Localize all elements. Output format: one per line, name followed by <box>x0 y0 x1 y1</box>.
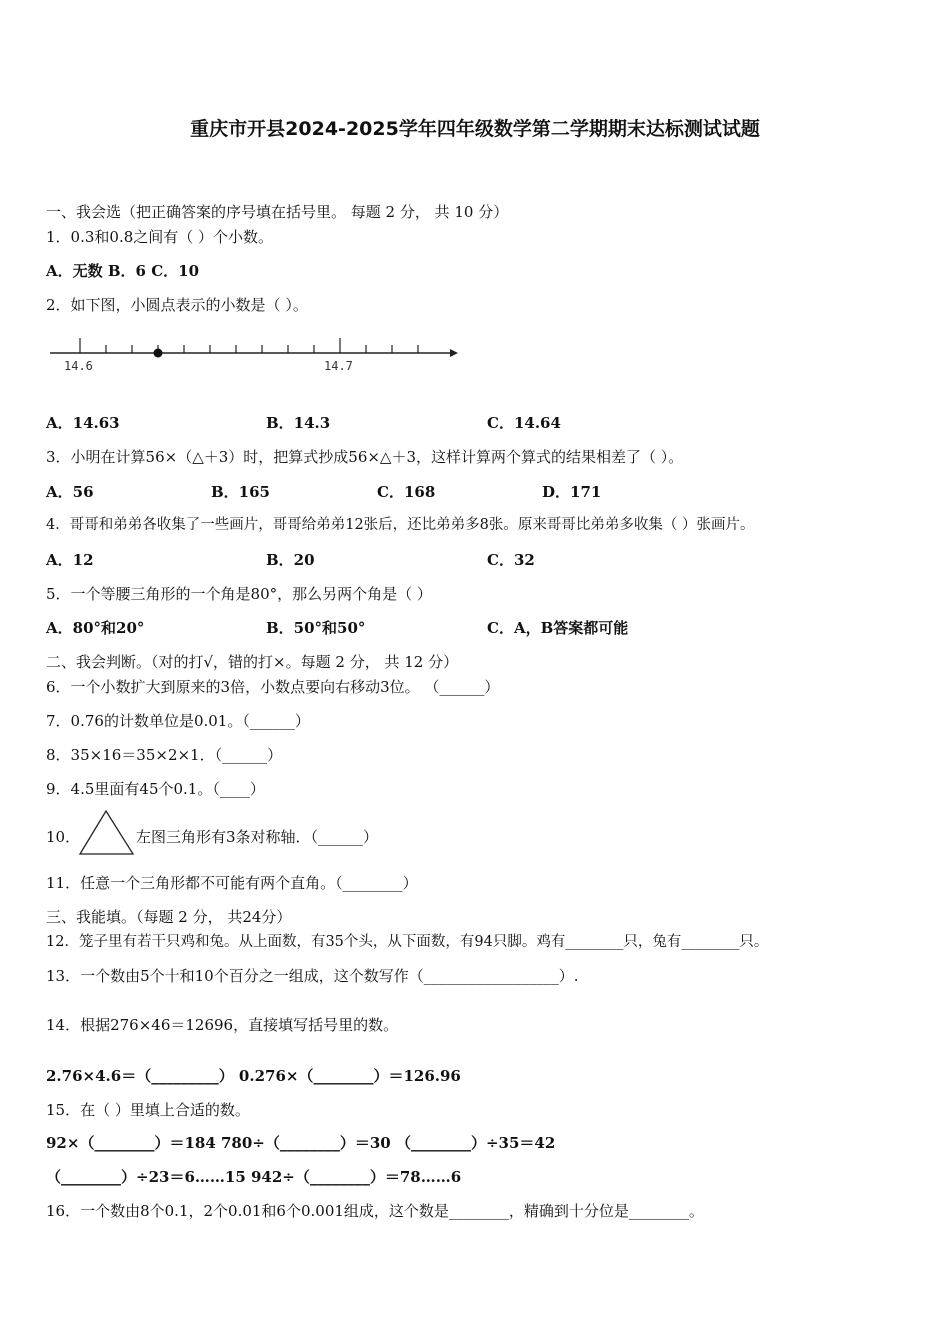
question-12: 12．笼子里有若干只鸡和兔。从上面数，有35个头，从下面数，有94只脚。鸡有________只，兔有________只。 <box>46 934 769 950</box>
triangle-figure <box>78 809 136 857</box>
question-15: 15．在（ ）里填上合适的数。 <box>46 1101 250 1119</box>
question-2: 2．如下图，小圆点表示的小数是（ ）。 <box>46 296 308 314</box>
question-15-equations-row-2: （________）÷23＝6……15 942÷（________）＝78……6 <box>46 1168 462 1186</box>
question-8: 8．35×16＝35×2×1．（______） <box>46 746 283 764</box>
question-7: 7．0.76的计数单位是0.01。（______） <box>46 712 310 730</box>
question-3: 3．小明在计算56×（△＋3）时，把算式抄成56×△＋3，这样计算两个算式的结果相差了（ ）。 <box>46 448 684 466</box>
question-2-option-a: A．14.63 <box>46 414 120 432</box>
question-2-option-c: C．14.64 <box>487 414 561 432</box>
question-3-option-b: B．165 <box>211 483 270 501</box>
question-4-option-b: B．20 <box>266 551 315 569</box>
question-5: 5．一个等腰三角形的一个角是80°，那么另两个角是（ ） <box>46 585 432 603</box>
question-4: 4．哥哥和弟弟各收集了一些画片，哥哥给弟弟12张后，还比弟弟多8张。原来哥哥比弟弟多收集（ ）张画片。 <box>46 517 755 533</box>
number-line-figure <box>46 330 466 380</box>
question-11: 11．任意一个三角形都不可能有两个直角。（________） <box>46 874 418 892</box>
question-10-number: 10． <box>46 828 81 846</box>
question-1-options: A．无数 B．6 C．10 <box>46 262 200 280</box>
section-2-heading: 二、我会判断。（对的打√，错的打×。每题 2 分， 共 12 分） <box>46 653 459 671</box>
question-9: 9．4.5里面有45个0.1。（____） <box>46 780 265 798</box>
question-5-option-c: C．A，B答案都可能 <box>487 619 629 637</box>
number-line-label-right: 14.7 <box>324 359 353 373</box>
number-line-dot <box>154 349 163 358</box>
page-title: 重庆市开县2024-2025学年四年级数学第二学期期末达标测试试题 <box>190 118 760 140</box>
question-13: 13．一个数由5个十和10个百分之一组成，这个数写作（__________________）. <box>46 967 579 985</box>
question-3-option-a: A．56 <box>46 483 94 501</box>
question-6: 6．一个小数扩大到原来的3倍，小数点要向右移动3位。 （______） <box>46 678 500 696</box>
section-3-heading: 三、我能填。（每题 2 分， 共24分） <box>46 908 292 926</box>
number-line-label-left: 14.6 <box>64 359 93 373</box>
question-3-option-d: D．171 <box>542 483 602 501</box>
question-1: 1．0.3和0.8之间有（ ）个小数。 <box>46 228 274 246</box>
question-16: 16．一个数由8个0.1，2个0.01和6个0.001组成，这个数是________，精确到十分位是________。 <box>46 1202 704 1220</box>
question-5-option-b: B．50°和50° <box>266 619 366 637</box>
question-14: 14．根据276×46＝12696，直接填写括号里的数。 <box>46 1016 399 1034</box>
question-14-equations: 2.76×4.6＝（_________） 0.276×（________）＝126.96 <box>46 1067 461 1085</box>
question-5-option-a: A．80°和20° <box>46 619 145 637</box>
question-3-option-c: C．168 <box>377 483 436 501</box>
question-4-option-a: A．12 <box>46 551 94 569</box>
section-1-heading: 一、我会选（把正确答案的序号填在括号里。 每题 2 分， 共 10 分） <box>46 203 509 221</box>
question-4-option-c: C．32 <box>487 551 535 569</box>
question-2-option-b: B．14.3 <box>266 414 331 432</box>
question-10-text: 左图三角形有3条对称轴．（______） <box>136 828 379 846</box>
question-15-equations-row-1: 92×（________）＝184 780÷（________）＝30 （________）÷35＝42 <box>46 1134 556 1152</box>
